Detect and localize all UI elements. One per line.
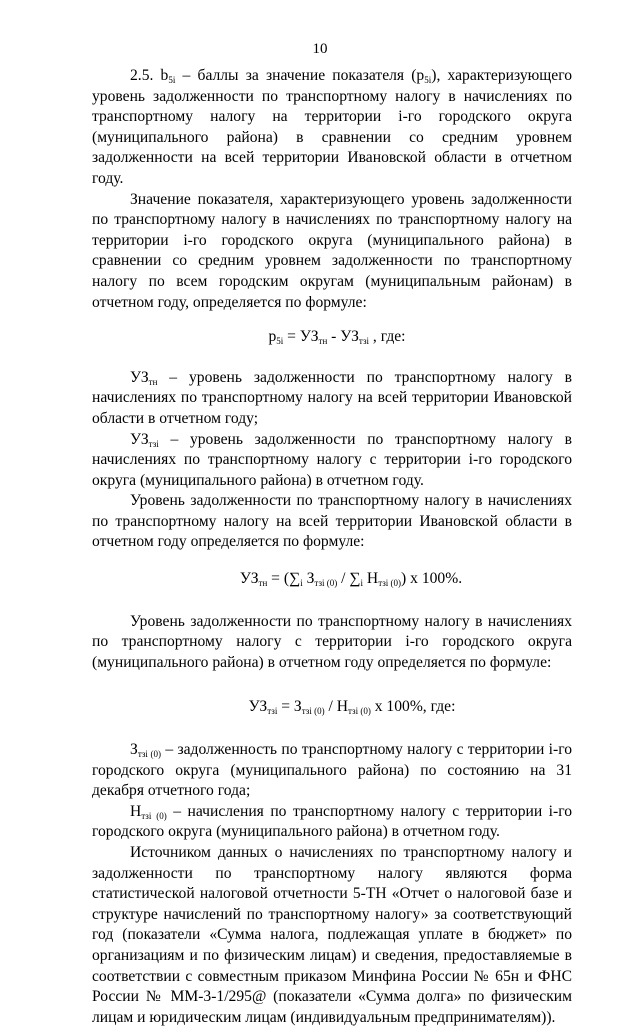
subscript: 5i (168, 75, 176, 85)
paragraph-district-level: Уровень задолженности по транспортному налогу в начислениях по транспортному налогу с территории i-го городского округа (муниципального района) в отчетном году определяется по формуле: (92, 612, 572, 671)
formula-part: = УЗ (283, 328, 319, 346)
document-body (92, 66, 572, 1028)
definition-term: Н (130, 802, 142, 820)
definition-z-tzi (92, 740, 572, 802)
definition-text: – задолженность по транспортному налогу с территории i-го городского округа (муниципального района) по состоянию на 31 декабря отчетного года; (92, 741, 572, 800)
subscript: тзi (0) (347, 706, 371, 717)
subscript: тзi (267, 706, 278, 717)
definition-term: З (130, 741, 138, 759)
subscript: тзi (0) (137, 749, 162, 760)
formula-part: , где: (369, 328, 406, 346)
paragraph-indicator-value: Значение показателя, характеризующего уровень задолженности по транспортному налогу в начислениях по транспортному налогу на территории i-го городского округа (муниципального района) в сравнении со средним уровнем задолженности по транспортному налогу по всем городским округам (муниципальным районам) в отчетном году, определяется по формуле: (92, 190, 572, 311)
definition-text: – уровень задолженности по транспортному налогу в начислениях по транспортному налогу на всей территории Ивановской области в отчетном году; (92, 368, 572, 427)
subscript: тзi (0) (378, 578, 402, 589)
formula-part: / Н (324, 698, 348, 716)
text-span: 2.5. b (130, 67, 169, 84)
subscript: тзi (358, 336, 370, 347)
formula-uz-tn (92, 569, 572, 590)
paragraph-data-sources: Источником данных о начислениях по транспортному налогу и задолженности по транспортному налогу являются форма статистической налоговой отчетности 5-ТН «Отчет о налоговой базе и структуре начислений по транспортному налогу» за соответствующий год (показатели «Сумма налога, подлежащая уплате в бюджет» по организациям и по физическим лицам) и сведения, предоставляемые в соответствии с совместным приказом Минфина России № 65н и ФНС России № ММ-3-1/295@ (показатели «Сумма долга» по физическим лицам и юридическим лицам (индивидуальным предпринимателям)). (92, 844, 572, 1026)
text-span: – баллы за значение показателя (p (175, 67, 425, 84)
formula-part: Н (363, 570, 379, 588)
subscript: i (300, 578, 303, 589)
paragraph-2-5 (92, 66, 572, 190)
subscript: тзi (0) (301, 706, 325, 717)
subscript: тн (148, 376, 158, 387)
formula-part: p (268, 328, 277, 346)
subscript: тн (258, 578, 268, 589)
definition-text: – уровень задолженности по транспортному налогу в начислениях по транспортному налогу с территории i-го городского округа (муниципального района) в отчетном году. (92, 430, 572, 489)
formula-part: х 100%, где: (370, 698, 456, 716)
formula-part: / ∑ (337, 570, 361, 588)
subscript: 5i (424, 75, 432, 85)
subscript: тзi (148, 438, 159, 449)
subscript: 5i (276, 336, 284, 347)
definition-term: УЗ (130, 430, 149, 448)
formula-part: УЗ (239, 570, 259, 588)
subscript: i (360, 578, 364, 589)
definition-term: УЗ (130, 368, 149, 386)
formula-p5i (92, 327, 572, 348)
formula-part: УЗ (248, 698, 268, 716)
formula-part: = (∑ (267, 570, 301, 588)
formula-part: ) х 100%. (401, 570, 463, 588)
subscript: тзi (0) (314, 578, 338, 589)
definition-n-tzi (92, 802, 572, 843)
definition-text: – начисления по транспортному налогу с территории i-го городского округа (муниципального района) в отчетном году. (92, 802, 573, 841)
text-span: ), характеризующего уровень задолженности по транспортному налогу в начислениях по транспортному налогу на территории i-го городского округа (муниципального района) в сравнении со средним уровнем задолженности на всей территории Ивановской области в отчетном году. (92, 67, 572, 187)
subscript: тзi (0) (141, 810, 167, 821)
definition-uz-tn (92, 368, 572, 430)
formula-uz-tzi (92, 697, 572, 718)
formula-part: З (302, 570, 315, 588)
formula-part: = З (277, 698, 302, 716)
formula-part: - УЗ (327, 328, 359, 346)
subscript: тн (318, 336, 328, 347)
page-number: 10 (312, 41, 328, 57)
paragraph-region-level: Уровень задолженности по транспортному налогу в начислениях по транспортному налогу на всей территории Ивановской области в отчетном году определяется по формуле: (92, 492, 572, 551)
definition-uz-tzi (92, 430, 572, 492)
